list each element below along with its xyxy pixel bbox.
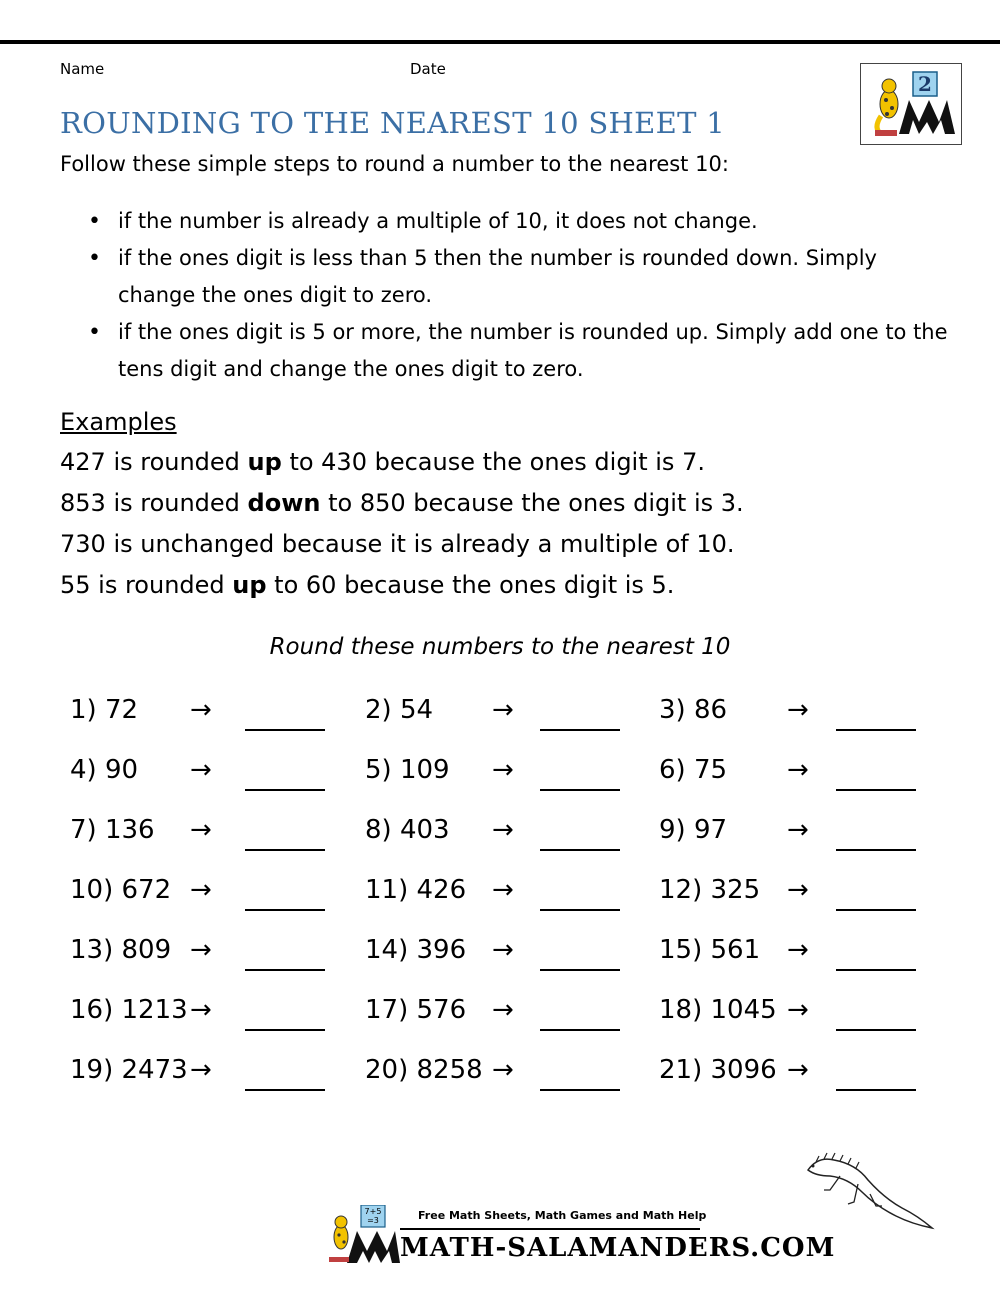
- rule-item: • if the ones digit is 5 or more, the number is rounded up. Simply add one to the tens digit and change the ones digit to zero.: [88, 314, 948, 388]
- arrow-icon: →: [190, 995, 212, 1025]
- arrow-icon: →: [190, 695, 212, 725]
- instruction-text: Round these numbers to the nearest 10: [269, 634, 731, 660]
- rules-list: [88, 203, 948, 388]
- question-number: 6) 75: [659, 755, 728, 785]
- footer-brand: MATH-SALAMANDERS.COM: [400, 1233, 836, 1263]
- svg-text:7+5: 7+5: [364, 1207, 382, 1216]
- arrow-icon: →: [190, 935, 212, 965]
- answer-blank[interactable]: [836, 729, 916, 731]
- question-number: 3) 86: [659, 695, 728, 725]
- question-number: 2) 54: [365, 695, 434, 725]
- arrow-icon: →: [190, 875, 212, 905]
- question-number: 21) 3096: [659, 1055, 777, 1085]
- salamander-logo-icon: [861, 64, 961, 144]
- answer-blank[interactable]: [836, 1089, 916, 1091]
- answer-blank[interactable]: [245, 1089, 325, 1091]
- arrow-icon: →: [492, 815, 514, 845]
- answer-blank[interactable]: [836, 1029, 916, 1031]
- question-number: 1) 72: [70, 695, 139, 725]
- answer-blank[interactable]: [245, 1029, 325, 1031]
- date-label: Date: [410, 60, 446, 78]
- answer-blank[interactable]: [540, 1089, 620, 1091]
- arrow-icon: →: [190, 815, 212, 845]
- example-line: 853 is rounded down to 850 because the ones digit is 3.: [60, 489, 744, 517]
- answer-blank[interactable]: [836, 909, 916, 911]
- example-line: 55 is rounded up to 60 because the ones digit is 5.: [60, 571, 675, 599]
- answer-blank[interactable]: [836, 849, 916, 851]
- example-line: 730 is unchanged because it is already a multiple of 10.: [60, 530, 735, 558]
- rule-item: • if the ones digit is less than 5 then the number is rounded down. Simply change the ones digit to zero.: [88, 240, 948, 314]
- question-number: 13) 809: [70, 935, 172, 965]
- arrow-icon: →: [787, 1055, 809, 1085]
- answer-blank[interactable]: [245, 729, 325, 731]
- arrow-icon: →: [492, 755, 514, 785]
- question-number: 19) 2473: [70, 1055, 188, 1085]
- answer-blank[interactable]: [540, 969, 620, 971]
- arrow-icon: →: [492, 995, 514, 1025]
- question-number: 5) 109: [365, 755, 450, 785]
- footer-salamander-logo-icon: [325, 1205, 400, 1265]
- footer-tagline: Free Math Sheets, Math Games and Math Help: [418, 1209, 707, 1222]
- arrow-icon: →: [492, 695, 514, 725]
- question-number: 17) 576: [365, 995, 467, 1025]
- svg-text:=3: =3: [367, 1216, 379, 1225]
- question-number: 16) 1213: [70, 995, 188, 1025]
- question-number: 12) 325: [659, 875, 761, 905]
- arrow-icon: →: [492, 935, 514, 965]
- answer-blank[interactable]: [836, 969, 916, 971]
- question-number: 7) 136: [70, 815, 155, 845]
- rule-item: • if the number is already a multiple of 10, it does not change.: [88, 203, 948, 240]
- page-title: ROUNDING TO THE NEAREST 10 SHEET 1: [60, 106, 725, 140]
- arrow-icon: →: [190, 755, 212, 785]
- question-number: 11) 426: [365, 875, 467, 905]
- question-number: 14) 396: [365, 935, 467, 965]
- math-salamanders-logo: [860, 63, 962, 145]
- arrow-icon: →: [787, 875, 809, 905]
- question-number: 20) 8258: [365, 1055, 483, 1085]
- intro-text: Follow these simple steps to round a number to the nearest 10:: [60, 152, 729, 176]
- arrow-icon: →: [787, 935, 809, 965]
- top-rule: [0, 40, 1000, 44]
- answer-blank[interactable]: [540, 849, 620, 851]
- arrow-icon: →: [190, 1055, 212, 1085]
- answer-blank[interactable]: [245, 849, 325, 851]
- name-label: Name: [60, 60, 105, 78]
- question-number: 9) 97: [659, 815, 728, 845]
- example-line: 427 is rounded up to 430 because the ones digit is 7.: [60, 448, 705, 476]
- question-number: 4) 90: [70, 755, 139, 785]
- answer-blank[interactable]: [245, 789, 325, 791]
- arrow-icon: →: [492, 875, 514, 905]
- arrow-icon: →: [787, 755, 809, 785]
- arrow-icon: →: [787, 995, 809, 1025]
- answer-blank[interactable]: [540, 909, 620, 911]
- question-number: 10) 672: [70, 875, 172, 905]
- arrow-icon: →: [787, 815, 809, 845]
- question-number: 18) 1045: [659, 995, 777, 1025]
- answer-blank[interactable]: [540, 789, 620, 791]
- logo-badge: 2: [918, 72, 932, 96]
- arrow-icon: →: [492, 1055, 514, 1085]
- arrow-icon: →: [787, 695, 809, 725]
- examples-heading: Examples: [60, 408, 177, 436]
- answer-blank[interactable]: [540, 729, 620, 731]
- footer-rule: [400, 1228, 700, 1230]
- question-number: 15) 561: [659, 935, 761, 965]
- answer-blank[interactable]: [836, 789, 916, 791]
- answer-blank[interactable]: [245, 969, 325, 971]
- question-number: 8) 403: [365, 815, 450, 845]
- answer-blank[interactable]: [540, 1029, 620, 1031]
- salamander-drawing-icon: [800, 1148, 935, 1233]
- answer-blank[interactable]: [245, 909, 325, 911]
